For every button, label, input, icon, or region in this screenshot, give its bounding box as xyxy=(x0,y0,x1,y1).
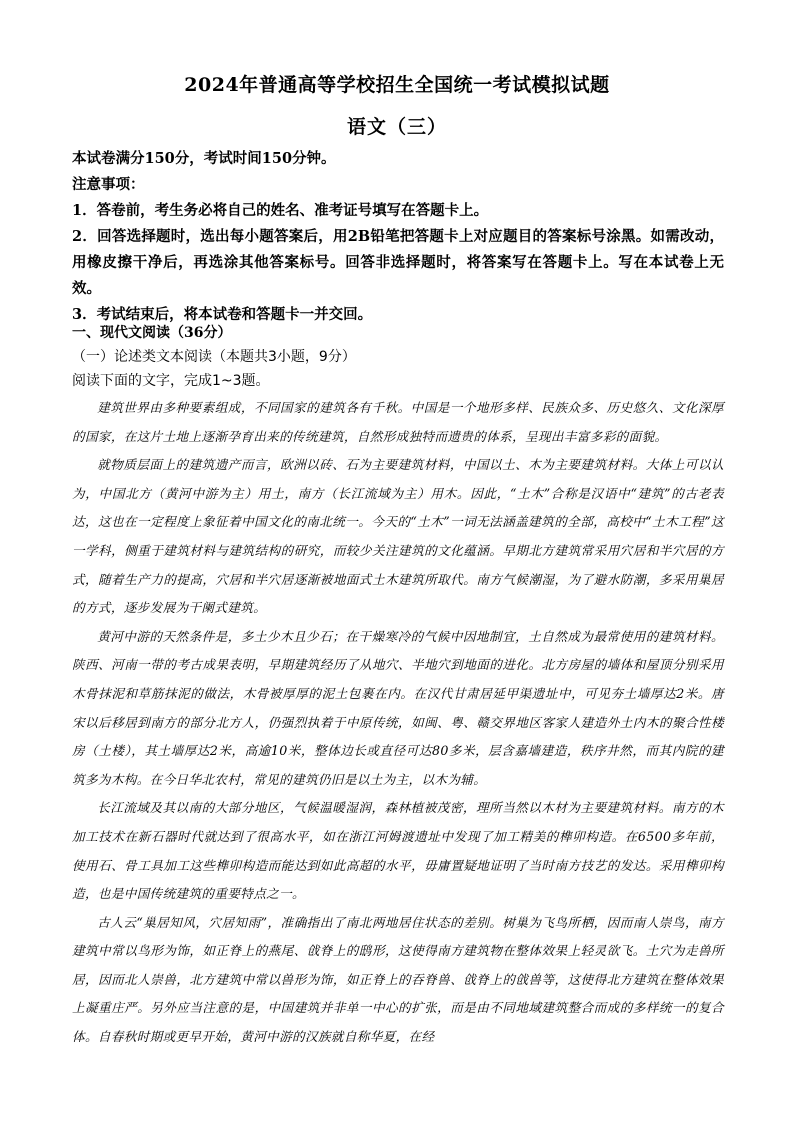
notes-heading: 注意事项： xyxy=(72,176,145,193)
passage-paragraph: 古人云“巢居知风，穴居知雨”，准确指出了南北两地居住状态的差别。树巢为飞鸟所栖，因而南人崇鸟，南方建筑中常以鸟形为饰，如正脊上的燕尾、戗脊上的鸱形，这使得南方建筑物在整体效果上轻灵欲飞。土穴为走兽所居，因而北人崇兽，北方建筑中常以兽形为饰，如正脊上的吞脊兽、戗脊上的戗兽等，这使得北方建筑在整体效果上凝重庄严。另外应当注意的是，中国建筑并非单一中心的扩张，而是由不同地域建筑整合而成的多样统一的复合体。自春秋时期或更早开始，黄河中游的汉族就自称华夏，在经 xyxy=(72,914,724,1045)
passage-paragraph: 黄河中游的天然条件是，多土少木且少石；在干燥寒冷的气候中因地制宜，土自然成为最常使用的建筑材料。陕西、河南一带的考古成果表明，早期建筑经历了从地穴、半地穴到地面的进化。北方房屋的墙体和屋顶分别采用木骨抹泥和草筋抹泥的做法，木骨被厚厚的泥土包裹在内。在汉代甘肃居延甲渠遗址中，可见夯土墙厚达2米。唐宋以后移居到南方的部分北方人，仍强烈执着于中原传统，如闽、粤、赣交界地区客家人建造外土内木的聚合性楼房（土楼），其土墙厚达2米，高逾10米，整体边长或直径可达80多米，层含嘉墙建造，秩序井然，而其内院的建筑多为木构。在今日华北农村，常见的建筑仍旧是以土为主，以木为辅。 xyxy=(72,628,724,787)
instructions-block xyxy=(72,146,724,328)
passage-paragraph: 长江流域及其以南的大部分地区，气候温暖湿润，森林植被茂密，理所当然以木材为主要建筑材料。南方的木加工技术在新石器时代就达到了很高水平，如在浙江河姆渡遗址中发现了加工精美的榫卯构造。在6500多年前，使用石、骨工具加工这些榫卯构造而能达到如此高超的水平，毋庸置疑地证明了当时南方技艺的发达。采用榫卯构造，也是中国传统建筑的重要特点之一。 xyxy=(72,800,724,902)
section-block xyxy=(72,321,724,393)
score-time-line: 本试卷满分150分，考试时间150分钟。 xyxy=(72,150,336,167)
section-heading: 一、现代文阅读（36分） xyxy=(72,325,232,341)
passage-paragraph: 建筑世界由多种要素组成，不同国家的建筑各有千秋。中国是一个地形多样、民族众多、历史悠久、文化深厚的国家，在这片土地上逐渐孕育出来的传统建筑，自然形成独特而遗贵的体系，呈现出丰富多彩的面貌。 xyxy=(72,400,724,444)
sub-section-heading: （一）论述类文本阅读（本题共3小题，9分） xyxy=(72,349,356,365)
note-item: 2．回答选择题时，选出每小题答案后，用2B铅笔把答题卡上对应题目的答案标号涂黑。如需改动，用橡皮擦干净后，再选涂其他答案标号。回答非选择题时，将答案写在答题卡上。写在本试卷上无效。 xyxy=(72,228,724,297)
passage-paragraph: 就物质层面上的建筑遗产而言，欧洲以砖、石为主要建筑材料，中国以土、木为主要建筑材料。大体上可以认为，中国北方（黄河中游为主）用土，南方（长江流域为主）用木。因此，“土木”合称是汉语中“建筑”的古老表达，这也在一定程度上象征着中国文化的南北统一。今天的“土木”一词无法涵盖建筑的全部，高校中“土木工程”这一学科，侧重于建筑材料与建筑结构的研究，而较少关注建筑的文化蕴涵。早期北方建筑常采用穴居和半穴居的方式，随着生产力的提高，穴居和半穴居逐渐被地面式土木建筑所取代。南方气候潮湿，为了避水防潮，多采用巢居的方式，逐步发展为干阑式建筑。 xyxy=(72,457,724,616)
exam-title: 2024年普通高等学校招生全国统一考试模拟试题 xyxy=(184,74,610,96)
note-item: 3．考试结束后，将本试卷和答题卡一并交回。 xyxy=(72,306,373,323)
note-item: 1．答卷前，考生务必将自己的姓名、准考证号填写在答题卡上。 xyxy=(72,202,489,219)
reading-passage xyxy=(72,394,724,1052)
reading-instruction: 阅读下面的文字，完成1~3题。 xyxy=(72,373,270,389)
exam-subtitle: 语文（三） xyxy=(346,116,447,138)
